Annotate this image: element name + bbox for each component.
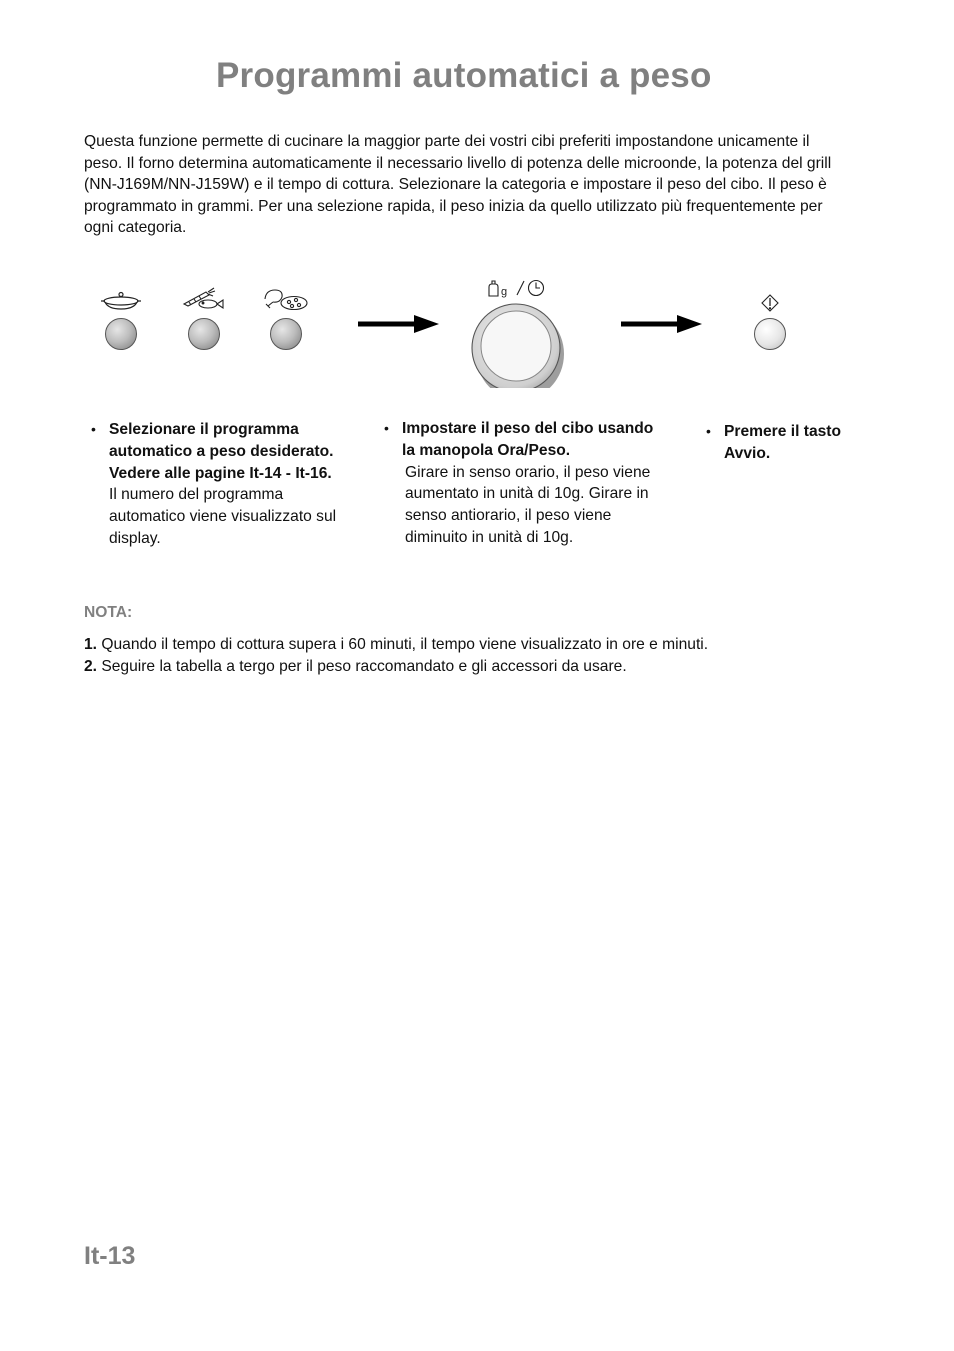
note-number: 2. [84,657,98,675]
step-1-instruction: Selezionare il programma automatico a peso desiderato. Vedere alle pagine It-14 - It-16. [109,421,334,482]
step-2-description: Girare in senso orario, il peso viene aumentato in unità di 10g. Girare in senso antiorario, il peso viene diminuito in unità di 10g. [405,463,651,546]
time-weight-dial[interactable] [472,304,564,388]
step-1-description: Il numero del programma automatico viene visualizzato sul display. [109,486,337,547]
start-icon [762,295,778,311]
notes-heading: NOTA: [84,604,133,621]
meat-pizza-icon [265,290,307,310]
note-item [84,634,864,656]
auto-program-button-3[interactable] [271,319,302,350]
step-3-instruction: Premere il tasto Avvio. [724,423,842,462]
bullet: • [384,420,389,436]
step-3 [706,421,874,465]
arrow-right-icon [621,315,702,333]
weight-clock-icon [489,281,544,299]
notes-list [84,634,864,677]
arrow-right-icon [358,315,439,333]
step-2 [384,418,667,549]
intro-paragraph: Questa funzione permette di cucinare la maggior parte dei vostri cibi preferiti impostandone unicamente il peso. Il forno determina automaticamente il necessario livello di potenza delle microonde, la potenza del grill (NN-J169M/NN-J159W) e il tempo di cottura. Selezionare la categoria e impostare il peso del cibo. Il peso è programmato in grammi. Per una selezione rapida, il peso inizia da quello utilizzato più frequentemente per ogni categoria. [84,133,832,237]
bullet: • [91,421,96,437]
note-text: Quando il tempo di cottura supera i 60 minuti, il tempo viene visualizzato in ore e minuti. [101,636,709,653]
page-number: It-13 [84,1242,136,1270]
pot-icon [101,293,141,310]
auto-program-button-1[interactable] [106,319,137,350]
bullet: • [706,423,711,439]
step-2-instruction: Impostare il peso del cibo usando la manopola Ora/Peso. [402,420,654,459]
note-number: 1. [84,636,98,653]
page-title: Programmi automatici a peso [216,56,712,95]
control-panel-figure [84,268,864,388]
vegetable-fish-icon [184,288,223,308]
note-text: Seguire la tabella a tergo per il peso raccomandato e gli accessori da usare. [101,657,627,675]
auto-program-button-2[interactable] [189,319,220,350]
note-item [84,656,864,678]
grams-label: g [501,286,508,298]
step-1 [91,419,339,550]
start-button[interactable] [755,319,786,350]
